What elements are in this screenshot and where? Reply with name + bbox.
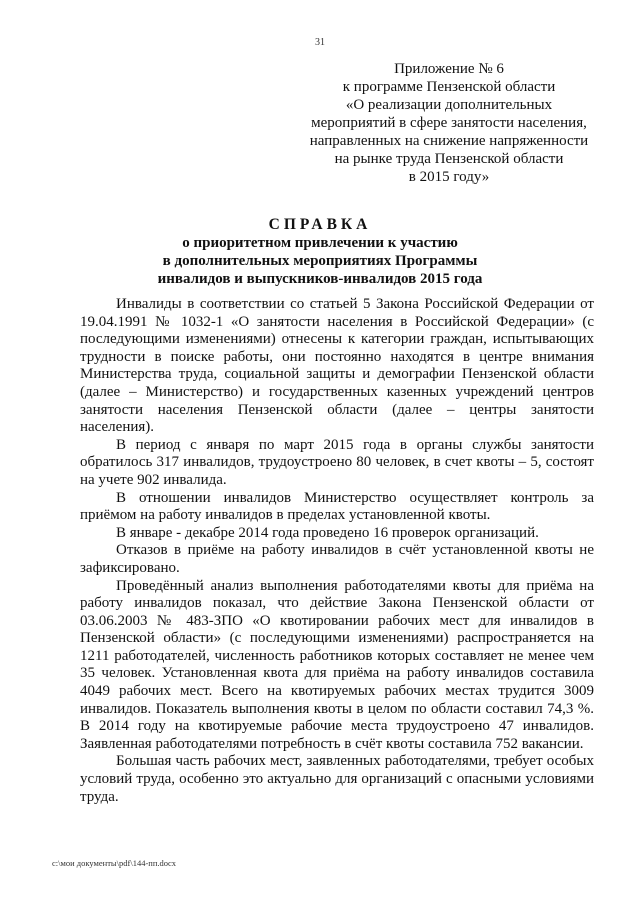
document-title: СПРАВКА [268, 216, 372, 233]
annex-header [305, 60, 593, 186]
body-paragraph: В январе - декабре 2014 года проведено 16 проверок организаций. [116, 524, 539, 541]
body-paragraph: Проведённый анализ выполнения работодателями квоты для приёма на работу инвалидов показал, что действие Закона Пензенской области от 03.06.2003 № 483-ЗПО «О квотировании рабочих мест для инвалидов в Пензенской области» (с последующими изменениями) распространяется на 1211 работодателей, численность работников которых составляет не менее чем 35 человек. Установленная квота для приёма на работу инвалидов составила 4049 рабочих мест. Всего на квотируемых рабочих местах трудится 3009 инвалидов. Показатель выполнения квоты в целом по области составил 74,3 %. В 2014 году на квотируемые рабочие места трудоустроено 47 инвалидов. Заявленная работодателями потребность в счёт квоты составила 752 вакансии. [80, 577, 594, 752]
subtitle-line: инвалидов и выпускников-инвалидов 2015 года [157, 271, 483, 287]
annex-line: в 2015 году» [408, 169, 490, 185]
subtitle-line: в дополнительных мероприятиях Программы [162, 253, 478, 269]
subtitle-line: о приоритетном привлечении к участию [182, 235, 458, 251]
body-paragraph: Инвалиды в соответствии со статьей 5 Закона Российской Федерации от 19.04.1991 № 1032-1 «О занятости населения в Российской Федерации» (с последующими изменениями) отнесены к категории граждан, испытывающих трудности в поиске работы, они постоянно находятся в центре внимания Министерства труда, социальной защиты и демографии Пензенской области (далее – Министерство) и государственных казенных учреждений центров занятости населения Пензенской области (далее – центры занятости населения). [80, 296, 594, 436]
annex-line: направленных на снижение напряженности [309, 133, 589, 149]
page-number: 31 [315, 37, 325, 48]
document-body [80, 296, 594, 806]
annex-line: «О реализации дополнительных [345, 97, 553, 113]
footer-file-path: c:\мои документы\pdf\144-пп.docx [52, 858, 177, 868]
body-paragraph: В период с января по март 2015 года в органы службы занятости обратилось 317 инвалидов, трудоустроено 80 человек, в счет квоты – 5, состоят на учете 902 инвалида. [80, 436, 594, 488]
document-subtitle [60, 234, 580, 288]
body-paragraph: Большая часть рабочих мест, заявленных работодателями, требует особых условий труда, особенно это актуально для организаций с опасными условиями труда. [80, 753, 594, 805]
body-paragraph: Отказов в приёме на работу инвалидов в счёт установленной квоты не зафиксировано. [80, 542, 594, 576]
body-paragraph: В отношении инвалидов Министерство осуществляет контроль за приёмом на работу инвалидов в пределах установленной квоты. [80, 489, 594, 524]
title-block [60, 216, 580, 288]
annex-line: на рынке труда Пензенской области [334, 151, 564, 167]
annex-line: Приложение № 6 [394, 61, 504, 77]
annex-line: к программе Пензенской области [342, 79, 556, 95]
annex-line: мероприятий в сфере занятости населения, [311, 115, 587, 131]
